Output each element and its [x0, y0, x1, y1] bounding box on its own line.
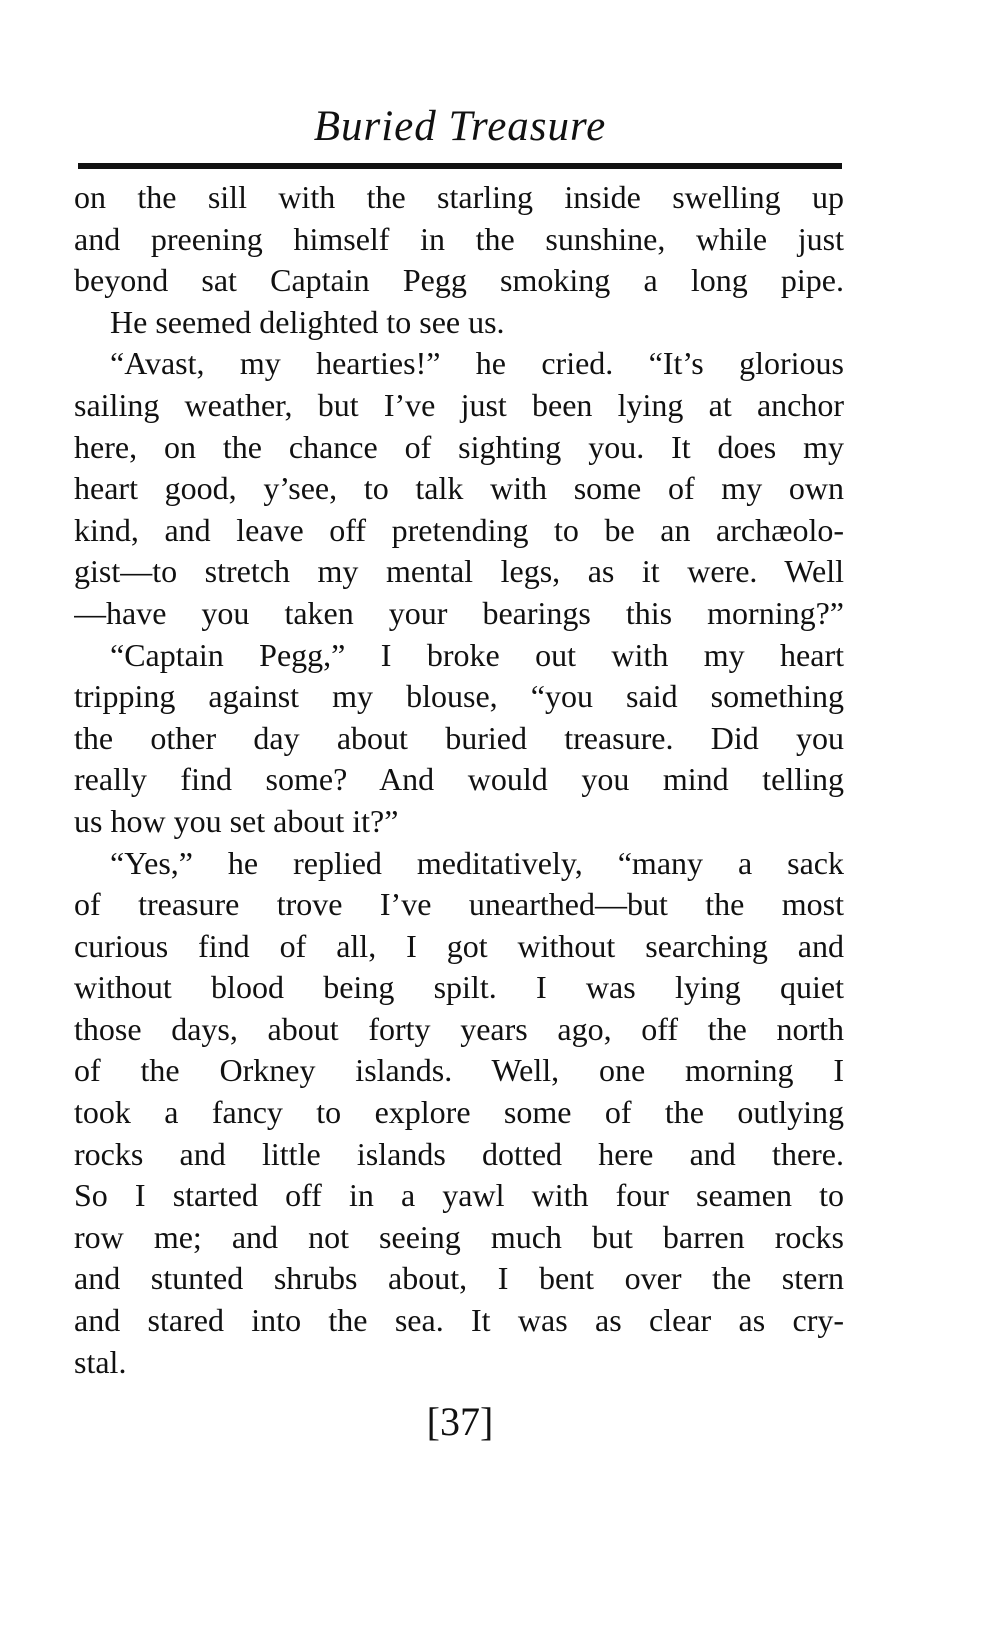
- page-number: [37]: [426, 1399, 494, 1444]
- body-text: [74, 177, 844, 1383]
- text-line: really find some? And would you mind telling: [74, 761, 844, 798]
- text-line: heart good, y’see, to talk with some of my own: [74, 470, 844, 507]
- text-line: kind, and leave off pretending to be an archæolo-: [74, 511, 844, 548]
- text-line: us how you set about it?”: [74, 802, 399, 839]
- text-line: the other day about buried treasure. Did you: [74, 719, 844, 756]
- text-line: on the sill with the starling inside swelling up: [74, 179, 844, 215]
- text-line: rocks and little islands dotted here and there.: [74, 1135, 844, 1172]
- text-line: without blood being spilt. I was lying quiet: [74, 969, 844, 1006]
- text-line: and stared into the sea. It was as clear as cry-: [74, 1302, 844, 1339]
- header-rule: [78, 163, 842, 169]
- text-line: row me; and not seeing much but barren rocks: [74, 1218, 844, 1255]
- text-line: took a fancy to explore some of the outlying: [74, 1094, 844, 1131]
- text-line: “Yes,” he replied meditatively, “many a sack: [110, 844, 844, 881]
- text-line: of treasure trove I’ve unearthed—but the most: [74, 886, 844, 923]
- running-title: Buried Treasure: [313, 103, 607, 150]
- text-line: here, on the chance of sighting you. It does my: [74, 428, 844, 465]
- text-line: tripping against my blouse, “you said something: [74, 678, 844, 715]
- text-line: —have you taken your bearings this morning?”: [74, 594, 844, 631]
- text-line: “Captain Pegg,” I broke out with my heart: [110, 636, 844, 673]
- text-line: those days, about forty years ago, off the north: [74, 1010, 844, 1047]
- text-line: gist—to stretch my mental legs, as it were. Well: [74, 553, 844, 590]
- text-line: and stunted shrubs about, I bent over the stern: [74, 1260, 844, 1297]
- text-line: “Avast, my hearties!” he cried. “It’s glorious: [110, 345, 844, 382]
- text-line: He seemed delighted to see us.: [110, 303, 505, 340]
- text-line: beyond sat Captain Pegg smoking a long pipe.: [74, 262, 844, 299]
- text-line: of the Orkney islands. Well, one morning I: [74, 1052, 844, 1089]
- text-line: sailing weather, but I’ve just been lying at anchor: [74, 386, 844, 423]
- text-line: curious find of all, I got without searching and: [74, 927, 844, 964]
- text-line: So I started off in a yawl with four seamen to: [74, 1177, 844, 1214]
- text-line: and preening himself in the sunshine, while just: [74, 220, 844, 257]
- text-line: stal.: [74, 1343, 127, 1380]
